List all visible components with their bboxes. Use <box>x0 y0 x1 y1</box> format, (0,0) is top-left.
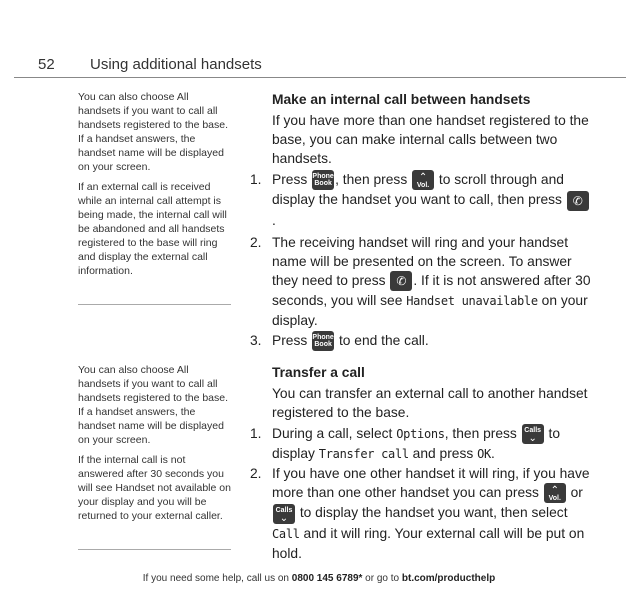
step-text-part: to display the handset you want, then select <box>299 505 568 521</box>
section-heading-transfer: Transfer a call <box>272 365 365 380</box>
step-text <box>272 331 592 351</box>
sidebar-note-2 <box>78 363 231 550</box>
phonebook-key-icon <box>312 170 334 190</box>
step-text <box>272 464 592 563</box>
footer-text: or go to <box>365 573 400 584</box>
step-text-part: Press <box>272 333 308 348</box>
step-text-part: and it will ring. Your external call will be put on hold. <box>272 525 585 561</box>
footer-phone: 0800 145 6789* <box>291 573 363 584</box>
sidebar-divider <box>78 549 231 550</box>
display-text: Options <box>396 427 445 441</box>
key-label: Calls <box>524 427 542 435</box>
call-key-icon <box>567 191 589 211</box>
chevron-down-icon: ⌄ <box>528 433 537 445</box>
key-label: Calls <box>275 506 293 514</box>
key-label: Phone Book <box>312 334 334 349</box>
display-text: Call <box>272 526 300 541</box>
display-text: Handset unavailable <box>406 294 538 309</box>
phone-handset-icon: ✆ <box>572 193 583 208</box>
sidebar-note-1-p2: If an external call is received while an internal call attempt is being made, the internal call will be abandoned and all handsets registered to the base will ring and display the external call information. <box>78 181 227 277</box>
sidebar-note-2-p1: You can also choose All handsets if you want to call all handsets registered to the base. If a handset answers, the handset name will be displayed on your screen. <box>78 364 229 446</box>
page-header <box>14 56 626 78</box>
display-text: Transfer call <box>318 447 409 462</box>
step-text <box>272 170 592 230</box>
section-heading-internal-call: Make an internal call between handsets <box>272 92 531 107</box>
footer-text: If you need some help, call us on <box>142 573 289 584</box>
phonebook-key-icon <box>312 331 334 351</box>
step-text-part: . <box>272 212 276 228</box>
step-number: 1. <box>250 172 262 187</box>
section-intro: You can transfer an external call to another handset registered to the base. <box>272 386 588 420</box>
step-number: 3. <box>250 333 262 348</box>
step-text-part: If you have one other handset it will ring, if you have more than one other handset you can press <box>272 466 590 500</box>
step-text-part: During a call, select <box>272 426 393 441</box>
page-title: Using additional handsets <box>90 56 262 73</box>
phone-handset-icon: ✆ <box>396 274 407 289</box>
header-rule <box>14 77 626 78</box>
chevron-down-icon: ⌄ <box>279 512 289 524</box>
step-text <box>272 233 592 330</box>
step-number: 2. <box>250 235 262 250</box>
sidebar-divider <box>78 304 231 305</box>
section-intro: If you have more than one handset registered to the base, you can make internal calls between two handsets. <box>272 113 589 166</box>
step-text-part: to display <box>272 426 561 462</box>
display-text: OK <box>477 447 491 462</box>
step-text-part: , then press <box>335 172 408 187</box>
step-text-part: . If it is not answered after 30 seconds, you will see <box>272 273 591 309</box>
calls-down-key-icon <box>522 424 544 444</box>
step-text-part: The receiving handset will ring and your handset name will be presented on the screen. To answer they need to press <box>272 235 572 288</box>
step-text <box>272 424 592 464</box>
key-label: Phone Book <box>312 173 334 188</box>
vol-up-key-icon <box>544 483 566 503</box>
chevron-up-icon: ⌃ <box>550 485 559 497</box>
step-text-part: , then press <box>444 426 517 441</box>
step-number: 2. <box>250 466 262 481</box>
step-number: 1. <box>250 426 262 441</box>
step-text-part: to end the call. <box>338 333 429 348</box>
sidebar-note-2-p2: If the internal call is not answered after 30 seconds you will see Handset not available on your display and you will be returned to your external caller. <box>78 454 231 522</box>
footer-help <box>0 573 638 584</box>
chevron-up-icon: ⌃ <box>418 172 428 184</box>
calls-down-key-icon <box>273 504 295 524</box>
step-text-part: on your display. <box>272 293 588 329</box>
sidebar-note-1-p1: You can also choose All handsets if you want to call all handsets registered to the base. If a handset answers, the handset name will be displayed on your screen. <box>78 91 229 173</box>
page-number: 52 <box>38 56 55 73</box>
key-label: Vol. <box>416 182 430 190</box>
step-text-part: . <box>490 446 495 462</box>
call-key-icon <box>390 271 412 291</box>
sidebar-note-1 <box>78 90 231 305</box>
step-text-part: to scroll through and display the handset you want to call, then press <box>272 172 564 208</box>
step-text-part: Press <box>272 172 308 187</box>
step-text-part: and press <box>412 446 474 462</box>
vol-up-key-icon <box>412 170 434 190</box>
footer-link[interactable]: bt.com/producthelp <box>401 573 496 584</box>
step-text-part: or <box>570 485 583 500</box>
key-label: Vol. <box>548 495 561 503</box>
